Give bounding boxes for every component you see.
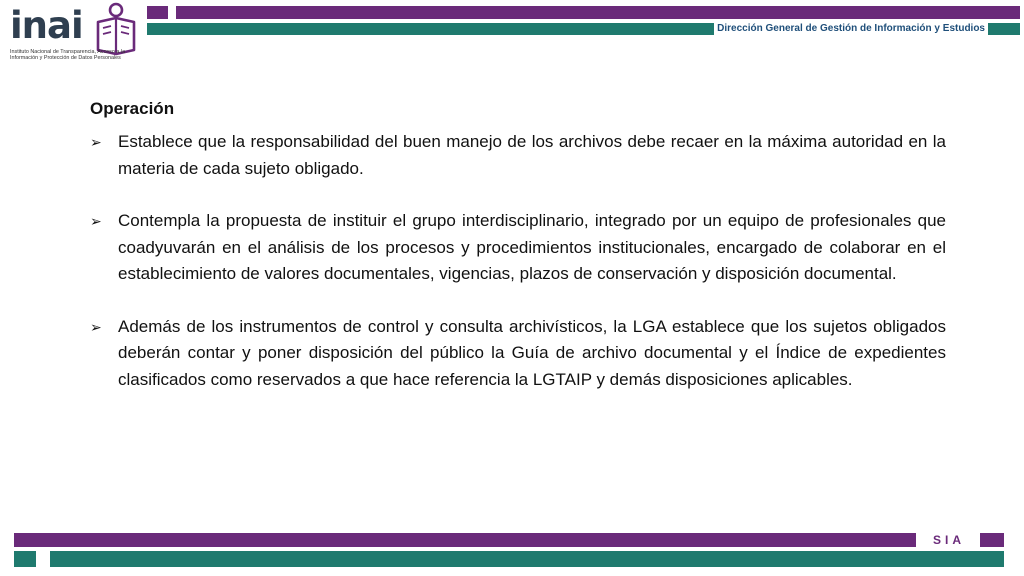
bullet-text: Establece que la responsabilidad del buen manejo de los archivos debe recaer en la máxima autoridad en la materia de cada sujeto obligado. <box>118 132 946 178</box>
slide-content <box>90 98 946 419</box>
list-item <box>90 314 946 394</box>
list-item <box>90 208 946 288</box>
header-purple-bar <box>176 6 1020 19</box>
reading-person-icon <box>94 2 138 56</box>
footer-purple-square <box>980 533 1004 547</box>
arrow-bullet-icon: ➢ <box>90 134 102 150</box>
footer-green-bar <box>50 551 1004 567</box>
department-label: Dirección General de Gestión de Información y Estudios <box>714 22 988 36</box>
footer-purple-bar <box>14 533 916 547</box>
bullet-text: Además de los instrumentos de control y consulta archivísticos, la LGA establece que los sujetos obligados deberán contar y poner disposición del público la Guía de archivo documental y el Índice de expedientes clasificados como reservados a que hace referencia la LGTAIP y demás disposiciones aplicables. <box>118 316 946 389</box>
logo-wordmark: inai <box>10 4 83 47</box>
bullet-list <box>90 129 946 393</box>
footer-green-square <box>14 551 36 567</box>
section-title: Operación <box>90 99 175 118</box>
arrow-bullet-icon: ➢ <box>90 213 102 229</box>
header-purple-square <box>147 6 168 19</box>
footer-label: SIA <box>932 533 965 547</box>
logo-subtitle: Instituto Nacional de Transparencia, Acceso a la Información y Protección de Datos Personales <box>10 49 126 62</box>
list-item <box>90 129 946 182</box>
arrow-bullet-icon: ➢ <box>90 318 102 335</box>
bullet-text: Contempla la propuesta de instituir el grupo interdisciplinario, integrado por un equipo de profesionales que coadyuvarán en el análisis de los procesos y procedimientos institucionales, encargado de colaborar en el establecimiento de valores documentales, vigencias, plazos de conservación y disposición documental. <box>118 211 946 283</box>
inai-logo <box>8 2 143 68</box>
